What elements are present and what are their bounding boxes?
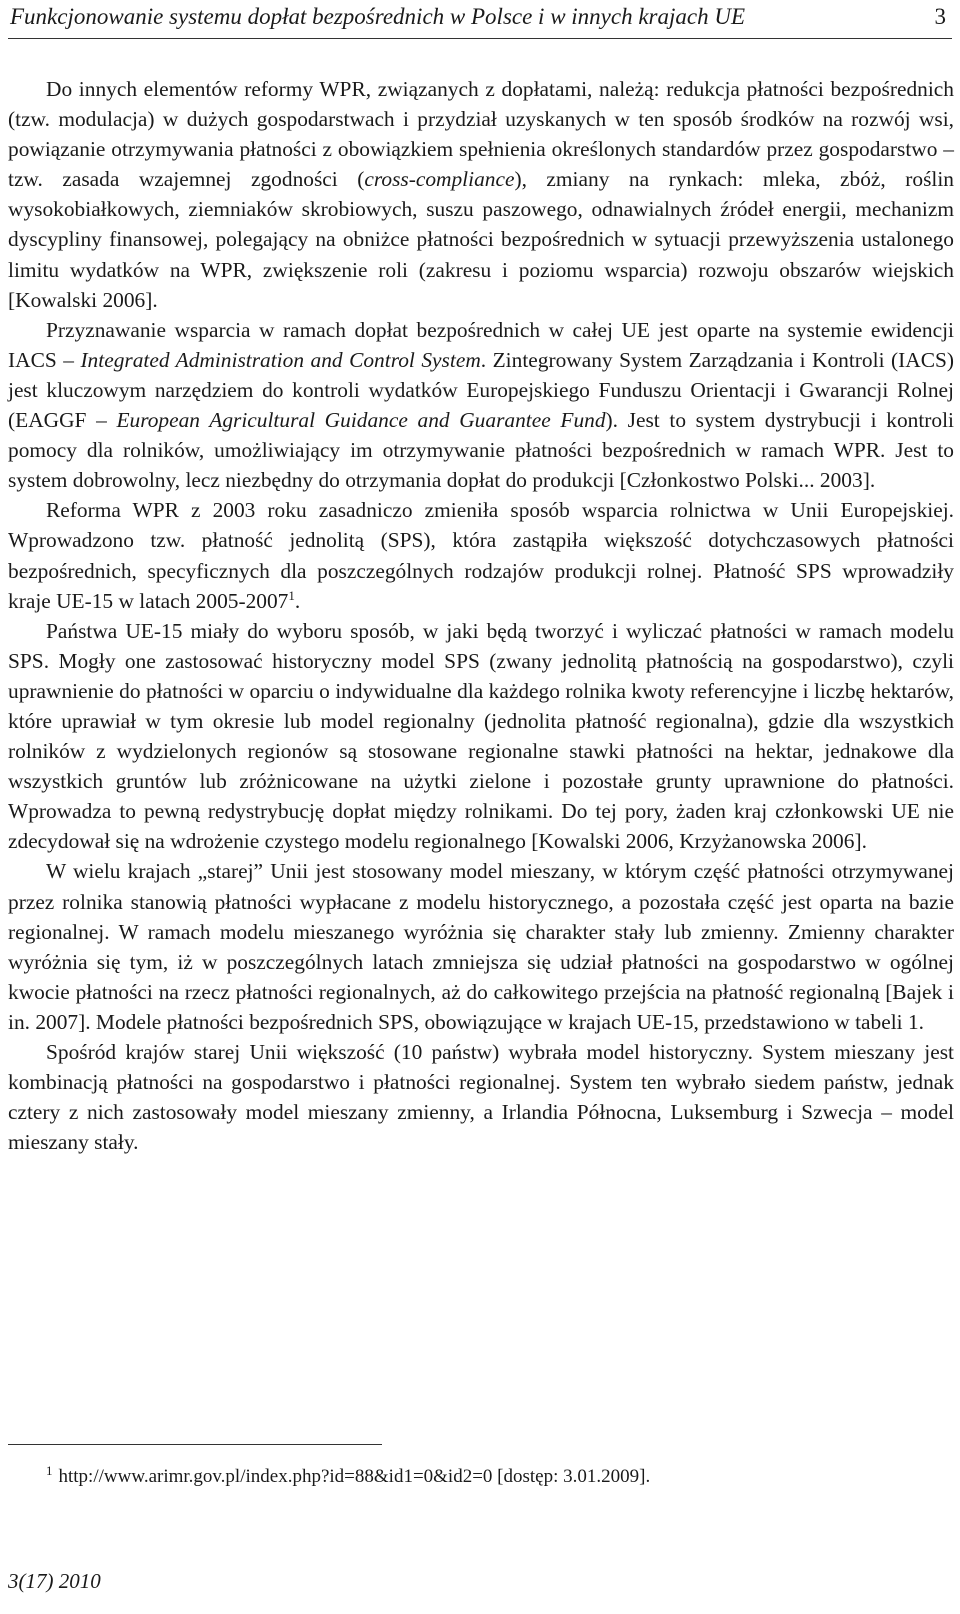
page-number: 3 — [934, 4, 946, 29]
italic-term: cross-compliance — [364, 167, 515, 192]
issue-footer: 3(17) 2010 — [8, 1569, 101, 1593]
paragraph-4: Państwa UE-15 miały do wyboru sposób, w jaki będą tworzyć i wyliczać płatności w ramach modelu SPS. Mogły one zastosować historyczny model SPS (zwany jednolitą płatnością na gospodarstwo), czyli uprawnienie do płatności w oparciu o indywidualne dla każdego rolnika kwoty referencyjne i liczbę hektarów, które uprawiał w tym okresie lub model regionalny (jednolita płatność regionalna), gdzie dla wszystkich rolników z wydzielonych regionów są stosowane regionalne stawki płatności na hektar, jednakowe dla wszystkich gruntów lub zróżnicowane na użytki zielone i pozostałe grunty uprawnione do płatności. Wprowadza to pewną redystrybucję dopłat między rolnikami. Do tej pory, żaden kraj członkowski UE nie zdecydował się na wdrożenie czystego modelu regionalnego [Kowalski 2006, Krzyżanowska 2006]. — [8, 618, 954, 854]
paragraph-3: Reforma WPR z 2003 roku zasadniczo zmieniła sposób wsparcia rolnictwa w Unii Europejskiej. Wprowadzono tzw. płatność jednolitą (SPS), która zastąpiła większość dotychczasowych płatności bezpośrednich, specyficznych dla poszczególnych rodzajów produkcji rolnej. Płatność SPS wprowadziły kraje UE-15 w latach 2005-2007$^1$. — [8, 498, 954, 613]
italic-term: European Agricultural Guidance and Guarantee Fund — [116, 408, 606, 433]
body-text — [8, 74, 954, 1157]
footnote-separator — [8, 1444, 382, 1445]
footnote — [8, 1458, 948, 1490]
footnote-number: 1 — [46, 1463, 53, 1478]
running-header — [8, 0, 952, 39]
paragraph-2: Przyznawanie wsparcia w ramach dopłat bezpośrednich w całej UE jest oparte na systemie ewidencji IACS – Integrated Administration and Control System. Zintegrowany System Zarządzania i Kontroli (IACS) jest kluczowym narzędziem do kontroli wydatków Europejskiego Funduszu Orientacji i Gwarancji Rolnej (EAGGF – European Agricultural Guidance and Guarantee Fund). Jest to system dystrybucji i kontroli pomocy dla rolników, umożliwiający im otrzymywanie płatności bezpośrednich w ramach WPR. Jest to system dobrowolny, lecz niezbędny do otrzymania dopłat do produkcji [Członkostwo Polski... 2003]. — [8, 317, 954, 493]
footnote-reference[interactable]: 1 — [288, 587, 295, 603]
paragraph-6: Spośród krajów starej Unii większość (10 państw) wybrała model historyczny. System mieszany jest kombinacją płatności na gospodarstwo i płatności regionalnej. System ten wybrało siedem państw, jednak cztery z nich zastosowały model mieszany zmienny, a Irlandia Północna, Luksemburg i Szwecja – model mieszany stały. — [8, 1040, 954, 1155]
footnote-link[interactable]: http://www.arimr.gov.pl/index.php?id=88&id1=0&id2=0 [dostęp: 3.01.2009]. — [58, 1466, 651, 1487]
header-title: Funkcjonowanie systemu dopłat bezpośrednich w Polsce i w innych krajach UE — [10, 4, 746, 29]
paragraph-5: W wielu krajach „starej” Unii jest stosowany model mieszany, w którym część płatności otrzymywanej przez rolnika stanowią płatności wypłacane z modelu historycznego, a pozostała część jest oparta na bazie regionalnej. W ramach modelu mieszanego wyróżnia się charakter stały lub zmienny. Zmienny charakter wyróżnia się tym, iż w poszczególnych latach zmniejsza się udział płatności na gospodarstwo w ogólnej kwocie płatności na rzecz płatności regionalnych, aż do całkowitego przejścia na płatność regionalną [Bajek i in. 2007]. Modele płatności bezpośrednich SPS, obowiązujące w krajach UE-15, przedstawiono w tabeli 1. — [8, 859, 954, 1034]
paragraph-1: Do innych elementów reformy WPR, związanych z dopłatami, należą: redukcja płatności bezpośrednich (tzw. modulacja) w dużych gospodarstwach i przydział uzyskanych w ten sposób środków na rozwój wsi, powiązanie otrzymywania płatności z obowiązkiem spełnienia określonych standardów przez gospodarstwo – tzw. zasada wzajemnej zgodności (cross-compliance), zmiany na rynkach: mleka, zbóż, roślin wysokobiałkowych, ziemniaków skrobiowych, suszu paszowego, odnawialnych źródeł energii, mechanizm dyscypliny finansowej, polegający na obniżce płatności bezpośrednich w sytuacji przewyższenia ustalonego limitu wydatków na WPR, zwiększenie roli (zakresu i poziomu wsparcia) rozwoju obszarów wiejskich [Kowalski 2006]. — [8, 77, 954, 312]
italic-term: Integrated Administration and Control System — [80, 347, 481, 372]
